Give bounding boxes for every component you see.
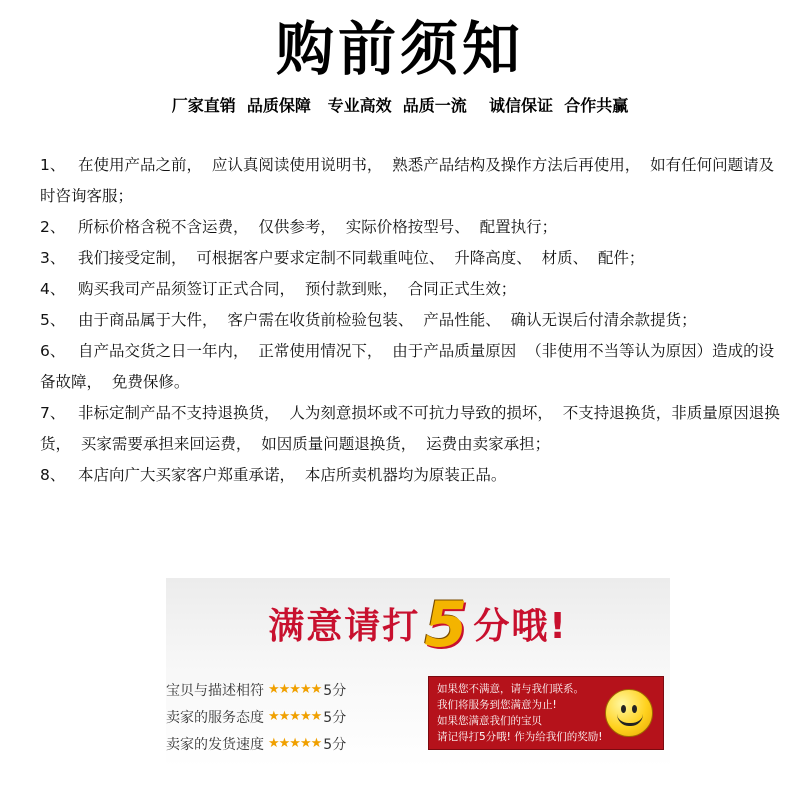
rule-number: 6、	[40, 342, 66, 360]
rating-score: 5分	[323, 736, 347, 753]
rating-label: 卖家的服务态度	[166, 709, 264, 726]
rating-label: 卖家的发货速度	[166, 736, 264, 753]
rule-item	[40, 274, 788, 305]
rating-banner	[166, 578, 670, 768]
smiley-eye	[632, 705, 637, 713]
rating-list	[166, 676, 406, 757]
smiley-mouth	[617, 714, 643, 726]
rating-heading-number: 5	[424, 588, 470, 661]
rule-text: 所标价格含税不含运费， 仅供参考， 实际价格按型号、 配置执行；	[78, 218, 558, 236]
rule-item	[40, 243, 788, 274]
rule-text: 购买我司产品须签订正式合同， 预付款到账， 合同正式生效；	[78, 280, 517, 298]
rating-heading-left: 满意请打	[268, 606, 421, 647]
smiley-eye	[621, 705, 626, 713]
star-rating-icon: ★★★★★	[268, 709, 322, 724]
rule-item	[40, 305, 788, 336]
rule-item	[40, 336, 788, 398]
rule-number: 4、	[40, 280, 66, 298]
page-title: 购前须知	[275, 15, 524, 83]
rule-text: 自产品交货之日一年内， 正常使用情况下， 由于产品质量原因 （非使用不当等认为原因）造成的设备故障， 免费保修。	[40, 342, 775, 391]
rule-number: 2、	[40, 218, 66, 236]
rule-text: 由于商品属于大件， 客户需在收货前检验包装、 产品性能、 确认无误后付清余款提货；	[78, 311, 697, 329]
rating-heading	[166, 588, 670, 661]
rating-heading-right: 分哦!	[473, 606, 568, 647]
rating-label: 宝贝与描述相符	[166, 682, 264, 699]
rule-number: 8、	[40, 466, 66, 484]
rule-item	[40, 212, 788, 243]
star-rating-icon: ★★★★★	[268, 682, 322, 697]
rule-text: 我们接受定制， 可根据客户要求定制不同载重吨位、 升降高度、 材质、 配件；	[78, 249, 645, 267]
slogans: 厂家直销 品质保障 专业高效 品质一流 诚信保证 合作共赢	[171, 96, 629, 115]
rule-number: 7、	[40, 404, 66, 422]
rule-text: 非标定制产品不支持退换货， 人为刻意损坏或不可抗力导致的损坏， 不支持退换货，非质量原因退换货， 买家需要承担来回运费， 如因质量问题退换货， 运费由卖家承担；	[40, 404, 780, 453]
rule-item	[40, 460, 788, 491]
note-line: 如果您满意我们的宝贝	[437, 715, 542, 727]
rule-item	[40, 398, 788, 460]
rating-row	[166, 730, 406, 757]
note-line: 请记得打5分哦! 作为给我们的奖励!	[437, 731, 603, 743]
note-line: 如果您不满意，请与我们联系。	[437, 683, 584, 695]
rating-score: 5分	[323, 682, 347, 699]
satisfaction-note	[428, 676, 664, 750]
rule-item	[40, 150, 788, 212]
rating-row	[166, 703, 406, 730]
note-line: 我们将服务到您满意为止!	[437, 699, 557, 711]
rule-text: 本店向广大买家客户郑重承诺， 本店所卖机器均为原装正品。	[78, 466, 507, 484]
rule-number: 5、	[40, 311, 66, 329]
rule-text: 在使用产品之前， 应认真阅读使用说明书， 熟悉产品结构及操作方法后再使用， 如有任何问题请及时咨询客服；	[40, 156, 775, 205]
rating-row	[166, 676, 406, 703]
rule-number: 1、	[40, 156, 66, 174]
rule-number: 3、	[40, 249, 66, 267]
star-rating-icon: ★★★★★	[268, 736, 322, 751]
rating-score: 5分	[323, 709, 347, 726]
rules-list	[40, 150, 788, 491]
smiley-face-icon	[605, 689, 653, 737]
